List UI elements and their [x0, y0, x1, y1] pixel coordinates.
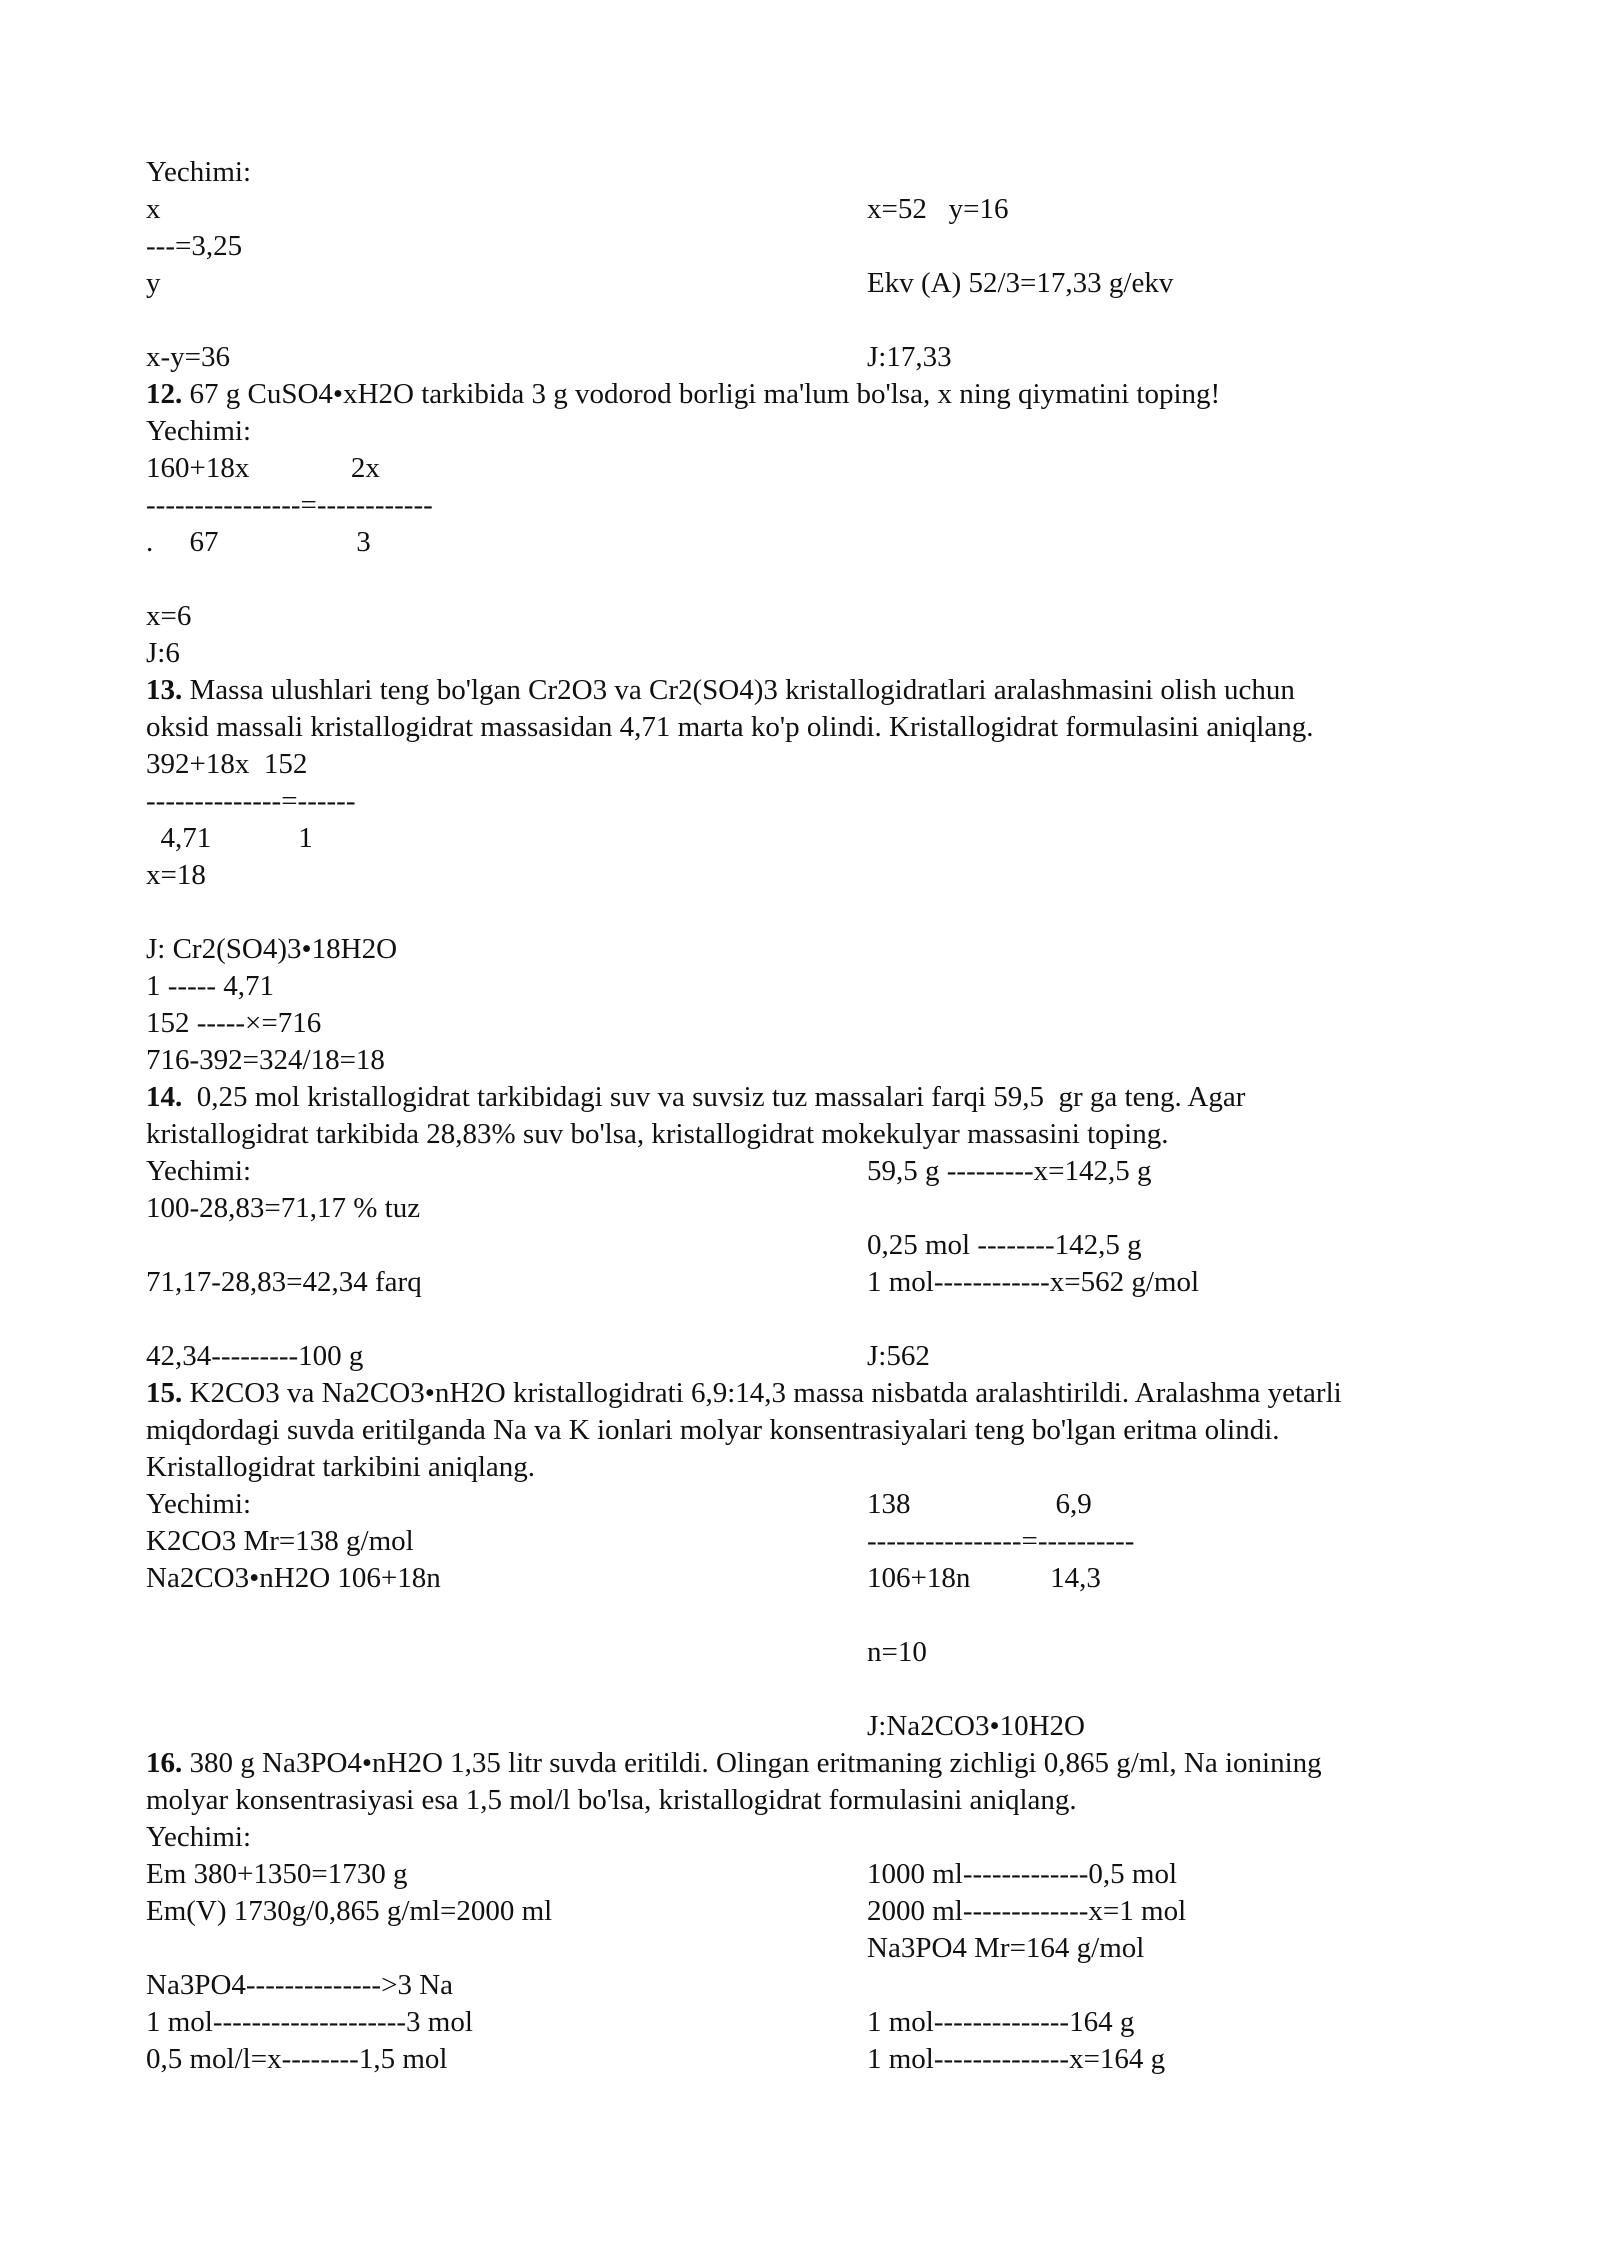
- solution-line: 0,25 mol --------142,5 g: [867, 1229, 1142, 1261]
- answer-line: J: Cr2(SO4)3•18H2O: [146, 933, 398, 965]
- answer-line: J:562: [867, 1340, 930, 1372]
- solution-line: Na3PO4 Mr=164 g/mol: [867, 1932, 1145, 1964]
- problem-13: [146, 672, 1295, 709]
- solution-line: 106+18n 14,3: [867, 1562, 1101, 1594]
- solution-line: ----------------=----------: [867, 1525, 1135, 1557]
- solution-line: 100-28,83=71,17 % tuz: [146, 1192, 421, 1224]
- solution-line: 1000 ml-------------0,5 mol: [867, 1858, 1178, 1890]
- problem-number: 15.: [146, 1377, 183, 1409]
- solution-line: 42,34---------100 g: [146, 1340, 364, 1372]
- solution-heading: Yechimi:: [146, 415, 252, 447]
- problem-number: 16.: [146, 1747, 183, 1779]
- problem-14: [146, 1079, 1245, 1116]
- problem-16: [146, 1745, 1322, 1782]
- problem-text: K2CO3 va Na2CO3•nH2O kristallogidrati 6,9:14,3 massa nisbatda aralashtirildi. Aralashma yetarli: [182, 1377, 1342, 1409]
- solution-line: 4,71 1: [146, 822, 313, 854]
- solution-line: x=6: [146, 600, 192, 632]
- solution-line: . 67 3: [146, 526, 371, 558]
- problem-text: 380 g Na3PO4•nH2O 1,35 litr suvda eritildi. Olingan eritmaning zichligi 0,865 g/ml, Na ionining: [182, 1747, 1322, 1779]
- problem-text: oksid massali kristallogidrat massasidan 4,71 marta ko'p olindi. Kristallogidrat formulasini aniqlang.: [146, 711, 1314, 743]
- solution-line: 716-392=324/18=18: [146, 1044, 385, 1076]
- solution-heading: Yechimi:: [146, 156, 252, 188]
- solution-line: x: [146, 193, 161, 225]
- problem-15: [146, 1375, 1342, 1412]
- answer-line: J:17,33: [867, 341, 952, 373]
- solution-line: ---=3,25: [146, 230, 243, 262]
- solution-line: 1 ----- 4,71: [146, 970, 275, 1002]
- solution-line: 1 mol--------------x=164 g: [867, 2043, 1166, 2075]
- solution-line: 1 mol--------------------3 mol: [146, 2006, 473, 2038]
- solution-heading: Yechimi:: [146, 1488, 252, 1520]
- problem-12: [146, 376, 1220, 413]
- solution-line: ----------------=------------: [146, 489, 433, 521]
- solution-line: 1 mol--------------164 g: [867, 2006, 1135, 2038]
- solution-line: 59,5 g ---------x=142,5 g: [867, 1155, 1152, 1187]
- solution-line: n=10: [867, 1636, 927, 1668]
- problem-number: 12.: [146, 378, 183, 410]
- solution-line: 392+18x 152: [146, 748, 308, 780]
- solution-line: x-y=36: [146, 341, 231, 373]
- problem-text: 0,25 mol kristallogidrat tarkibidagi suv va suvsiz tuz massalari farqi 59,5 gr ga teng. Agar: [182, 1081, 1246, 1113]
- solution-line: 160+18x 2x: [146, 452, 380, 484]
- problem-number: 13.: [146, 674, 183, 706]
- problem-text: kristallogidrat tarkibida 28,83% suv bo'lsa, kristallogidrat mokekulyar massasini toping.: [146, 1118, 1169, 1150]
- solution-line: 0,5 mol/l=x--------1,5 mol: [146, 2043, 448, 2075]
- solution-line: 1 mol------------x=562 g/mol: [867, 1266, 1200, 1298]
- solution-line: y: [146, 267, 161, 299]
- solution-line: 152 -----×=716: [146, 1007, 322, 1039]
- solution-line: Em 380+1350=1730 g: [146, 1858, 408, 1890]
- solution-heading: Yechimi:: [146, 1821, 252, 1853]
- solution-line: Na2CO3•nH2O 106+18n: [146, 1562, 441, 1594]
- solution-line: 138 6,9: [867, 1488, 1092, 1520]
- answer-line: J:6: [146, 637, 180, 669]
- solution-line: Ekv (A) 52/3=17,33 g/ekv: [867, 267, 1174, 299]
- solution-line: x=18: [146, 859, 206, 891]
- problem-text: 67 g CuSO4•xH2O tarkibida 3 g vodorod borligi ma'lum bo'lsa, x ning qiymatini toping!: [182, 378, 1221, 410]
- solution-line: K2CO3 Mr=138 g/mol: [146, 1525, 414, 1557]
- solution-line: 2000 ml-------------x=1 mol: [867, 1895, 1187, 1927]
- solution-line: Em(V) 1730g/0,865 g/ml=2000 ml: [146, 1895, 553, 1927]
- problem-text: miqdordagi suvda eritilganda Na va K ionlari molyar konsentrasiyalari teng bo'lgan eritma olindi.: [146, 1414, 1280, 1446]
- solution-line: --------------=------: [146, 785, 356, 817]
- solution-line: 71,17-28,83=42,34 farq: [146, 1266, 422, 1298]
- problem-text: Kristallogidrat tarkibini aniqlang.: [146, 1451, 535, 1483]
- problem-text: Massa ulushlari teng bo'lgan Cr2O3 va Cr2(SO4)3 kristallogidratlari aralashmasini olish uchun: [182, 674, 1295, 706]
- problem-number: 14.: [146, 1081, 183, 1113]
- solution-heading: Yechimi:: [146, 1155, 252, 1187]
- solution-line: Na3PO4-------------->3 Na: [146, 1969, 454, 2001]
- answer-line: J:Na2CO3•10H2O: [867, 1710, 1085, 1742]
- solution-line: x=52 y=16: [867, 193, 1009, 225]
- problem-text: molyar konsentrasiyasi esa 1,5 mol/l bo'lsa, kristallogidrat formulasini aniqlang.: [146, 1784, 1077, 1816]
